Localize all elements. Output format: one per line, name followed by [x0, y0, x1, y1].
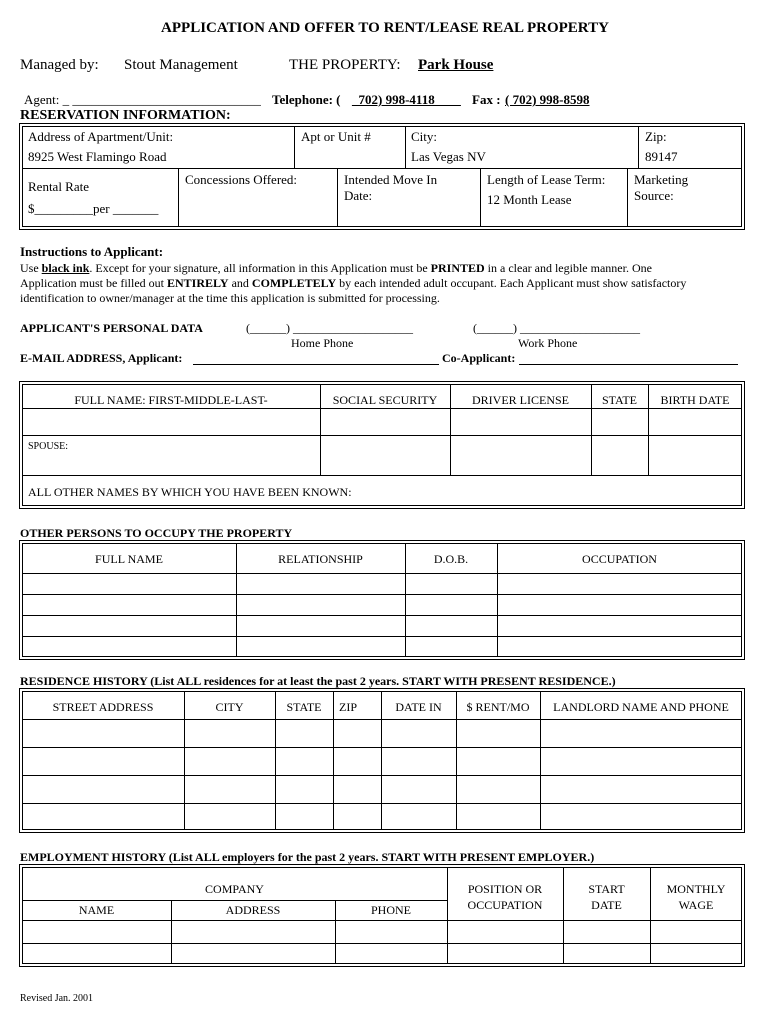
col-occupation: OCCUPATION: [582, 552, 657, 566]
divider: [638, 126, 639, 168]
col-city: CITY: [215, 700, 244, 714]
instructions-line-2: Application must be filled out ENTIRELY and COMPLETELY by each intended adult occupant. Each Applicant must show satisfactory: [20, 276, 687, 290]
col-company-name: NAME: [78, 903, 115, 917]
divider: [337, 168, 338, 227]
row-divider: [22, 573, 742, 574]
revision-footer: Revised Jan. 2001: [20, 993, 94, 1004]
fax-label: Fax :: [472, 92, 501, 107]
col-rent: $ RENT/MO: [466, 700, 530, 714]
row-divider: [22, 408, 742, 409]
instructions-heading: Instructions to Applicant:: [20, 244, 164, 259]
row-divider: [22, 920, 742, 921]
zip-value[interactable]: 89147: [645, 149, 678, 164]
row-divider: [22, 719, 742, 720]
col-driver-license: DRIVER LICENSE: [472, 393, 569, 407]
col-start: START: [588, 882, 625, 896]
address-label: Address of Apartment/Unit:: [28, 129, 174, 144]
managed-by-label: Managed by:: [20, 57, 99, 73]
col-birth-date: BIRTH DATE: [660, 393, 730, 407]
other-names-label: ALL OTHER NAMES BY WHICH YOU HAVE BEEN KNOWN:: [28, 485, 352, 499]
col-occupant-name: FULL NAME: [95, 552, 163, 566]
work-phone-label: Work Phone: [518, 336, 578, 350]
row-divider: [22, 594, 742, 595]
divider: [333, 691, 334, 830]
rental-rate-label: Rental Rate: [28, 179, 90, 194]
row-divider: [22, 475, 742, 476]
divider: [294, 126, 295, 168]
col-company-address: ADDRESS: [225, 903, 281, 917]
residence-heading: RESIDENCE HISTORY (List ALL residences for at least the past 2 years. START WITH PRESENT RESIDENCE.): [20, 674, 616, 688]
col-landlord: LANDLORD NAME AND PHONE: [553, 700, 729, 714]
coapplicant-email-field[interactable]: [519, 364, 738, 365]
coapplicant-label: Co-Applicant:: [442, 351, 516, 365]
city-value[interactable]: Las Vegas NV: [411, 149, 486, 164]
col-zip: ZIP: [339, 700, 357, 714]
divider: [405, 126, 406, 168]
personal-data-label: APPLICANT'S PERSONAL DATA: [20, 321, 203, 335]
agent-line[interactable]: Agent: _ _____________________________: [24, 92, 261, 107]
row-divider: [22, 943, 742, 944]
row-divider: [22, 435, 742, 436]
instructions-line-1: Use black ink. Except for your signature, all information in this Application must be PRINTED in a clear and legible manner. One: [20, 261, 652, 275]
col-company-phone: PHONE: [370, 903, 411, 917]
col-start-date: DATE: [591, 898, 622, 912]
divider: [178, 168, 179, 227]
city-label: City:: [411, 129, 438, 144]
lease-term-label: Length of Lease Term:: [487, 172, 606, 187]
spouse-label: SPOUSE:: [28, 441, 69, 452]
home-phone-label: Home Phone: [291, 336, 354, 350]
instructions-line-3: identification to owner/manager at the time this application is submitted for processing.: [20, 291, 440, 305]
address-value[interactable]: 8925 West Flamingo Road: [28, 149, 167, 164]
row-divider: [22, 900, 447, 901]
col-social-security: SOCIAL SECURITY: [332, 393, 438, 407]
row-divider: [22, 803, 742, 804]
move-in-date-label: Date:: [344, 188, 373, 203]
col-full-name: FULL NAME: FIRST-MIDDLE-LAST-: [74, 393, 268, 407]
col-date-in: DATE IN: [395, 700, 442, 714]
col-wage: WAGE: [678, 898, 714, 912]
row-divider: [22, 636, 742, 637]
fax-value: ( 702) 998-8598: [505, 92, 590, 107]
email-label: E-MAIL ADDRESS, Applicant:: [20, 351, 183, 365]
page-title: APPLICATION AND OFFER TO RENT/LEASE REAL PROPERTY: [161, 20, 609, 36]
col-dob: D.O.B.: [433, 552, 469, 566]
col-monthly: MONTHLY: [666, 882, 726, 896]
rental-rate-field[interactable]: $_________per _______: [28, 201, 159, 216]
col-occupation-2: OCCUPATION: [467, 898, 543, 912]
managed-by-value: Stout Management: [124, 57, 238, 73]
lease-term-value[interactable]: 12 Month Lease: [487, 192, 572, 207]
move-in-label: Intended Move In: [344, 172, 438, 187]
row-divider: [22, 775, 742, 776]
col-relationship: RELATIONSHIP: [278, 552, 363, 566]
email-field[interactable]: [193, 364, 439, 365]
col-state: STATE: [601, 393, 638, 407]
row-divider: [22, 615, 742, 616]
telephone-value: _702) 998-4118____: [352, 92, 461, 107]
property-value: Park House: [418, 57, 494, 73]
col-street-address: STREET ADDRESS: [52, 700, 154, 714]
work-phone-field[interactable]: (______) ____________________: [473, 321, 640, 335]
col-position: POSITION OR: [467, 882, 543, 896]
employment-heading: EMPLOYMENT HISTORY (List ALL employers for the past 2 years. START WITH PRESENT EMPLOYER.): [20, 850, 595, 864]
marketing-source-label: Source:: [634, 188, 674, 203]
occupants-heading: OTHER PERSONS TO OCCUPY THE PROPERTY: [20, 526, 293, 540]
reservation-heading: RESERVATION INFORMATION:: [20, 108, 231, 123]
marketing-label: Marketing: [634, 172, 689, 187]
row-divider: [22, 747, 742, 748]
apt-label: Apt or Unit #: [301, 129, 371, 144]
divider: [480, 168, 481, 227]
col-res-state: STATE: [286, 700, 322, 714]
telephone-label: Telephone: (: [272, 92, 341, 107]
home-phone-field[interactable]: (______) ____________________: [246, 321, 413, 335]
col-company: COMPANY: [205, 882, 264, 896]
property-label: THE PROPERTY:: [289, 57, 401, 73]
concessions-label: Concessions Offered:: [185, 172, 298, 187]
reservation-row-divider: [22, 168, 742, 169]
divider: [627, 168, 628, 227]
zip-label: Zip:: [645, 129, 667, 144]
